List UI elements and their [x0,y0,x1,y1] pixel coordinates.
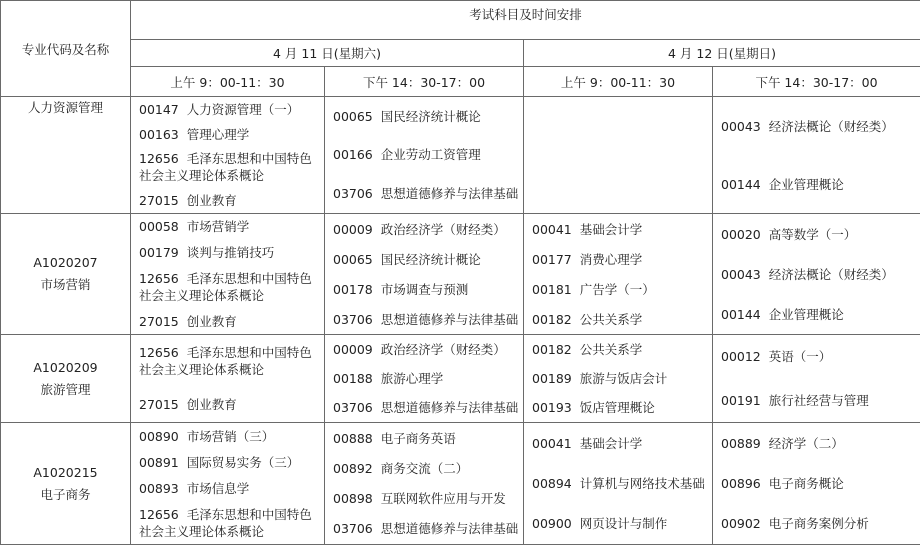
slot-header-2 [325,67,524,97]
day-header-label: 4 月 11 日(星期六) [272,46,382,61]
course-item [532,251,708,268]
table-row [1,214,920,335]
course-item [532,475,708,492]
course-code: 00891 [139,454,179,470]
course-item [721,348,916,365]
course-item [721,226,916,243]
slot-header-3 [524,67,713,97]
slot-header-4 [713,67,920,97]
major-column-header-label: 专业代码及名称 [21,41,110,57]
course-item [532,311,708,328]
course-name: 市场营销（三） [186,428,275,444]
course-item [532,435,708,452]
course-item [139,244,320,261]
course-code: 00009 [333,221,373,237]
course-name: 谈判与推销技巧 [186,245,275,261]
course-name: 毛泽东思想和中国特色社会主义理论体系概论 [139,270,312,303]
day-header-label: 4 月 12 日(星期日) [667,46,777,61]
course-name: 政治经济学（财经类） [380,342,506,357]
slot-cell [713,214,920,335]
course-item [333,490,519,507]
course-name: 电子商务英语 [380,430,456,446]
course-code: 00193 [532,400,572,415]
course-item [139,428,320,445]
course-item [333,221,519,238]
course-code: 12656 [139,506,179,522]
course-item [721,306,916,323]
course-item [333,251,519,268]
course-name: 旅游与饭店会计 [579,371,668,386]
course-code: 00043 [721,118,761,134]
course-code: 00898 [333,491,373,507]
course-item [333,146,519,163]
course-name: 创业教育 [186,193,237,209]
course-name: 毛泽东思想和中国特色社会主义理论体系概论 [139,151,312,184]
course-code: 00012 [721,349,761,365]
major-column-header [1,1,131,97]
course-name: 旅游心理学 [380,371,444,386]
course-name: 电子商务概论 [768,475,844,491]
course-name: 思想道德修养与法律基础 [380,186,519,202]
course-code: 00177 [532,251,572,267]
course-code: 03706 [333,186,373,202]
slot-header-1 [131,67,325,97]
course-name: 企业管理概论 [768,176,844,192]
major-cell [1,423,131,545]
course-name: 市场信息学 [186,480,250,496]
course-code: 00182 [532,342,572,357]
table-row [1,97,920,214]
course-item [532,221,708,238]
course-name: 经济学（二） [768,435,844,451]
slot-cell [524,335,713,423]
course-name: 基础会计学 [579,435,643,451]
course-code: 00889 [721,435,761,451]
course-item [721,475,916,492]
course-item [139,126,320,143]
course-code: 00188 [333,371,373,386]
course-item [333,311,519,328]
course-name: 政治经济学（财经类） [380,221,506,237]
course-name: 经济法概论（财经类） [768,118,894,134]
slot-cell [713,97,920,214]
slot-cell [713,423,920,545]
course-name: 广告学（一） [579,281,655,297]
course-item [333,185,519,202]
course-item [333,430,519,447]
course-code: 00058 [139,219,179,235]
course-item [721,515,916,532]
course-code: 00181 [532,281,572,297]
course-code: 00009 [333,342,373,357]
course-item [333,520,519,537]
course-item [333,281,519,298]
course-code: 00144 [721,306,761,322]
course-code: 00163 [139,126,179,142]
course-name: 高等数学（一） [768,226,857,242]
course-code: 00182 [532,311,572,327]
course-item [333,399,519,416]
course-name: 电子商务案例分析 [768,516,869,532]
course-name: 网页设计与制作 [579,516,668,532]
day-header-2 [524,40,920,67]
course-code: 00065 [333,251,373,267]
course-item [532,341,708,358]
course-name: 英语（一） [768,349,832,365]
course-item [139,506,320,540]
course-name: 管理心理学 [186,126,250,142]
course-name: 思想道德修养与法律基础 [380,400,519,415]
course-name: 商务交流（二） [380,460,469,476]
course-code: 27015 [139,397,179,412]
course-name: 人力资源管理（一） [186,101,300,117]
table-row [1,423,920,545]
major-code: A1020207 [33,255,98,270]
slot-cell [524,97,713,214]
course-name: 基础会计学 [579,221,643,237]
table-row [1,335,920,423]
course-name: 企业劳动工资管理 [380,147,481,163]
course-item [139,480,320,497]
slot-cell [325,97,524,214]
course-code: 27015 [139,313,179,329]
course-item [139,218,320,235]
course-code: 12656 [139,151,179,167]
major-name: 旅游管理 [40,381,91,397]
course-code: 03706 [333,311,373,327]
course-code: 00020 [721,226,761,242]
course-name: 消费心理学 [579,251,643,267]
major-cell [1,97,131,214]
major-name: 电子商务 [40,486,91,502]
course-name: 国际贸易实务（三） [186,454,300,470]
course-item [333,108,519,125]
course-item [721,118,916,135]
course-code: 00894 [532,475,572,491]
course-name: 市场营销学 [186,219,250,235]
major-cell [1,335,131,423]
course-code: 12656 [139,345,179,360]
course-item [721,176,916,193]
course-code: 00166 [333,147,373,163]
slot-cell [713,335,920,423]
course-name: 毛泽东思想和中国特色社会主义理论体系概论 [139,506,312,539]
slot-cell [325,423,524,545]
course-name: 国民经济统计概论 [380,108,481,124]
course-item [139,150,320,184]
course-code: 03706 [333,521,373,537]
course-code: 00902 [721,516,761,532]
course-item [333,370,519,387]
course-code: 00041 [532,221,572,237]
course-name: 思想道德修养与法律基础 [380,521,519,537]
course-code: 12656 [139,270,179,286]
slot-cell [131,335,325,423]
major-name: 市场营销 [40,277,91,292]
slot-cell [524,214,713,335]
course-name: 互联网软件应用与开发 [380,491,506,507]
course-name: 饭店管理概论 [579,400,655,415]
course-item [139,101,320,118]
slot-header-label: 上午 9：00-11：30 [170,74,285,90]
course-code: 00896 [721,475,761,491]
major-cell [1,214,131,335]
course-code: 00191 [721,392,761,408]
course-item [139,344,320,378]
slot-cell [325,335,524,423]
course-item [139,192,320,209]
slot-cell [131,423,325,545]
slot-cell [131,214,325,335]
course-code: 00900 [532,516,572,532]
course-code: 00890 [139,428,179,444]
course-code: 00065 [333,108,373,124]
course-name: 旅行社经营与管理 [768,392,869,408]
course-code: 00178 [333,281,373,297]
course-name: 创业教育 [186,397,237,412]
course-item [333,460,519,477]
major-name: 人力资源管理 [27,100,103,115]
table-title: 考试科目及时间安排 [469,7,582,22]
slot-header-label: 下午 14：30-17：00 [362,74,486,90]
major-code: A1020215 [33,464,98,480]
course-code: 00041 [532,435,572,451]
course-item [139,454,320,471]
course-item [333,341,519,358]
slot-cell [131,97,325,214]
course-item [139,396,320,413]
course-code: 03706 [333,400,373,415]
table-title-cell [131,1,920,40]
course-code: 00893 [139,480,179,496]
course-item [532,515,708,532]
course-item [721,435,916,452]
course-item [532,399,708,416]
course-item [532,281,708,298]
course-item [139,313,320,330]
course-item [721,392,916,409]
course-name: 经济法概论（财经类） [768,266,894,282]
course-code: 00888 [333,430,373,446]
slot-header-label: 下午 14：30-17：00 [755,74,878,90]
course-code: 00892 [333,460,373,476]
course-name: 创业教育 [186,313,237,329]
course-name: 公共关系学 [579,311,643,327]
course-code: 00189 [532,371,572,386]
slot-header-label: 上午 9：00-11：30 [560,74,676,90]
major-code: A1020209 [33,359,98,375]
course-code: 00147 [139,101,179,117]
course-code: 00179 [139,245,179,261]
course-code: 00043 [721,266,761,282]
course-name: 企业管理概论 [768,306,844,322]
slot-cell [325,214,524,335]
course-name: 国民经济统计概论 [380,251,481,267]
course-item [139,270,320,304]
course-name: 公共关系学 [579,342,643,357]
course-name: 市场调查与预测 [380,281,469,297]
day-header-1 [131,40,524,67]
course-item [721,266,916,283]
course-item [532,370,708,387]
course-name: 毛泽东思想和中国特色社会主义理论体系概论 [139,345,312,377]
slot-cell [524,423,713,545]
course-code: 00144 [721,176,761,192]
course-name: 计算机与网络技术基础 [579,475,705,491]
course-name: 思想道德修养与法律基础 [380,311,519,327]
course-code: 27015 [139,193,179,209]
